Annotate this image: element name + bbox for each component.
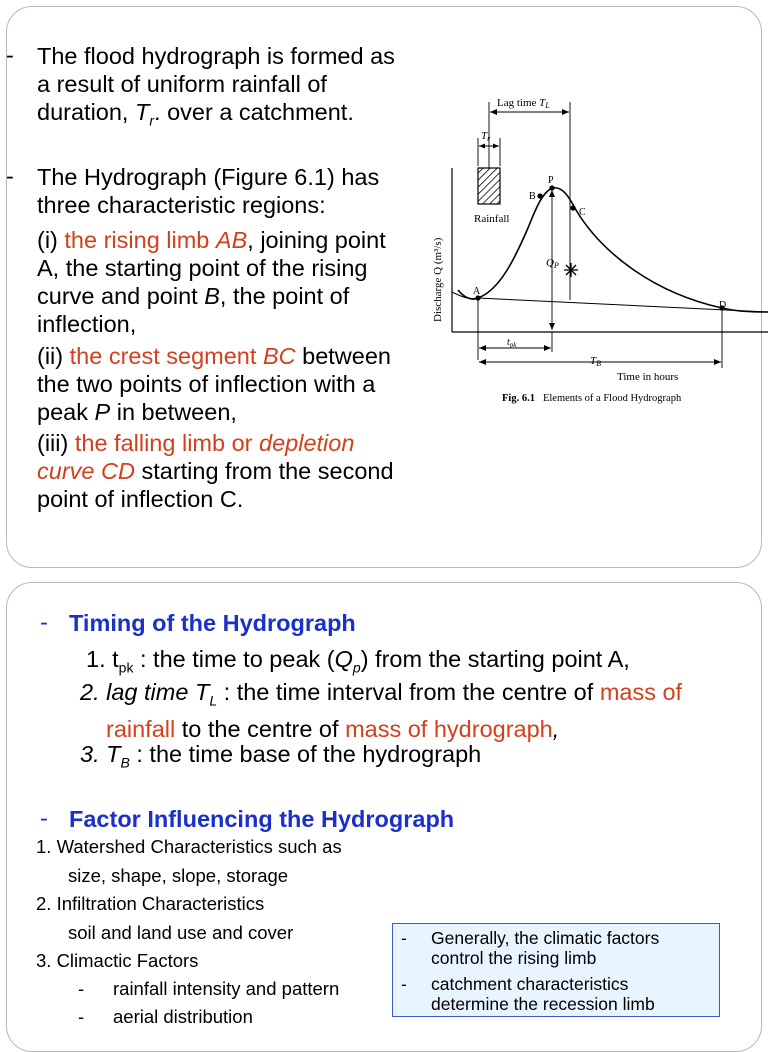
rainfall-label: Rainfall xyxy=(474,213,510,225)
text-line: The Hydrograph (Figure 6.1) has xyxy=(37,164,380,190)
tb-label: TB xyxy=(590,355,602,368)
qp-label: QP xyxy=(546,257,559,270)
note-item: catchment characteristics determine the recession limb xyxy=(431,974,655,1014)
bullet-dash: - xyxy=(6,163,14,189)
point-b xyxy=(537,193,542,198)
timing-item-lag-time: 2. lag time $T_L$ : the time interval from the centre of mass of rainfall to the centre of mass of hydrograph, xyxy=(80,679,683,742)
label-p: P xyxy=(548,175,554,186)
timing-heading: Timing of the Hydrograph xyxy=(69,610,356,636)
rainfall-block xyxy=(478,168,500,204)
factor-item: 2. Infiltration Characteristics xyxy=(36,893,265,914)
sub-dash: - xyxy=(78,978,85,999)
region-falling-limb: (iii) the falling limb or depletion curve CD starting from the second point of inflection C. xyxy=(37,430,394,512)
lag-time-label: Lag time TL xyxy=(497,97,550,110)
factor-item: aerial distribution xyxy=(113,1006,253,1027)
bullet-three-regions xyxy=(37,163,379,219)
label-c: C xyxy=(579,207,586,218)
factor-heading: Factor Influencing the Hydrograph xyxy=(69,806,455,832)
label-d: D xyxy=(719,300,727,311)
factor-item: 1. Watershed Characteristics such as xyxy=(36,836,342,857)
flood-hydrograph-figure xyxy=(425,90,768,420)
factor-item: 3. Climactic Factors xyxy=(36,950,199,971)
note-item: Generally, the climatic factors control the rising limb xyxy=(431,928,660,968)
point-c xyxy=(570,205,575,210)
bullet-dash: - xyxy=(40,805,48,831)
tr-label: Tr xyxy=(481,130,491,143)
figure-caption: Fig. 6.1 Elements of a Flood Hydrograph xyxy=(502,393,682,404)
timing-item-tpk: 1. $t_{pk}$ : the time to peak $(Q_p)$ from the starting point A, xyxy=(86,646,630,676)
region-crest-segment: (ii) the crest segment BC between the two points of inflection with a peak P in between, xyxy=(37,343,391,425)
point-p xyxy=(549,185,554,190)
region-rising-limb: (i) the rising limb AB, joining point A, the starting point of the rising curve and point B, the point of inflection, xyxy=(37,227,386,337)
bullet-dash: - xyxy=(6,42,14,68)
time-axis-label: Time in hours xyxy=(617,371,679,383)
note-dash: - xyxy=(401,974,407,994)
text-line: The flood hydrograph is formed as xyxy=(37,43,395,69)
label-b: B xyxy=(529,191,536,202)
y-axis-label: Discharge Q (m³/s) xyxy=(432,237,444,322)
timing-item-time-base: 3. $T_B$ : the time base of the hydrograph xyxy=(80,741,482,771)
note-dash: - xyxy=(401,928,407,948)
note-box xyxy=(392,923,720,1017)
text-line: three characteristic regions: xyxy=(37,192,326,218)
tpk-label: $t_{pk}$ xyxy=(507,337,517,349)
factor-item: rainfall intensity and pattern xyxy=(113,978,340,999)
factor-item: soil and land use and cover xyxy=(68,922,294,943)
label-a: A xyxy=(473,286,481,297)
text-line: duration, $T_r$. over a catchment. xyxy=(37,99,354,129)
text-line: a result of uniform rainfall of xyxy=(37,71,327,97)
bullet-flood-hydrograph xyxy=(37,42,395,135)
hydrograph-curve xyxy=(458,188,768,312)
centre-of-mass-icon xyxy=(564,263,578,277)
sub-dash: - xyxy=(78,1006,85,1027)
factor-item: size, shape, slope, storage xyxy=(68,865,289,886)
bullet-dash: - xyxy=(40,609,48,635)
